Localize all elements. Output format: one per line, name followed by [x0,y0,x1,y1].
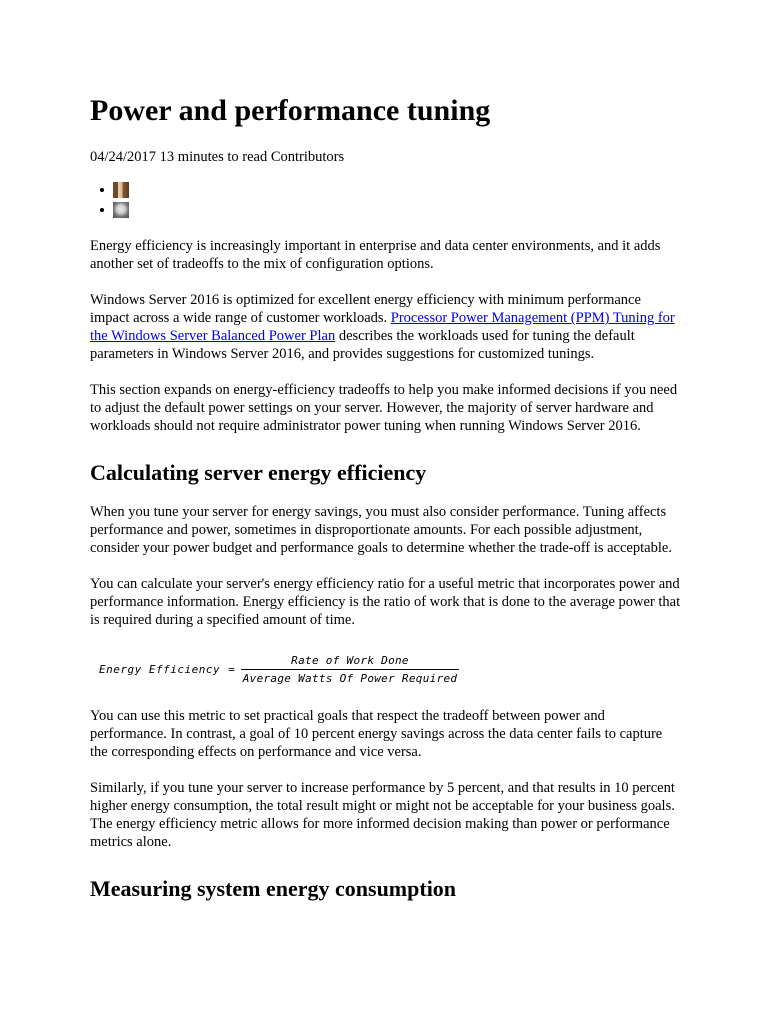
contributors-list [90,180,682,220]
formula-equals: = [228,663,235,676]
intro-paragraph: Energy efficiency is increasingly important in enterprise and data center environments, and it adds another set of tradeoffs to the mix of configuration options. [90,238,661,272]
tradeoffs-paragraph: This section expands on energy-efficiency tradeoffs to help you make informed decisions if you need to adjust the default power settings on your server. However, the majority of server hardware and workloads should not require administrator power tuning when running Windows Server 2016. [90,382,678,434]
energy-efficiency-formula [99,654,682,685]
goals-paragraph: You can use this metric to set practical goals that respect the tradeoff between power and performance. In contrast, a goal of 10 percent energy savings across the data center fails to capture the corresponding effects on performance and vice versa. [90,708,663,760]
ppm-tuning-link[interactable]: Processor Power Management (PPM) Tuning for the Windows Server Balanced Power Plan [90,310,675,344]
formula-lhs: Energy Efficiency [99,663,221,676]
contributor-item[interactable] [114,180,682,200]
formula-fraction [241,654,460,685]
formula-denominator: Average Watts Of Power Required [241,669,460,685]
optimization-text-after: describes the workloads used for tuning the default parameters in Windows Server 2016, and provides suggestions for customized tunings. [90,328,635,362]
ratio-paragraph: You can calculate your server's energy efficiency ratio for a useful metric that incorporates power and performance information. Energy efficiency is the ratio of work that is done to the average power that is required during a specified amount of time. [90,576,681,628]
contributor-item[interactable] [114,200,682,220]
optimization-paragraph [90,291,682,363]
optimization-text-before: Windows Server 2016 is optimized for excellent energy efficiency with minimum performance impact across a wide range of customer workloads. [90,292,641,326]
performance-paragraph: Similarly, if you tune your server to increase performance by 5 percent, and that results in 10 percent higher energy consumption, the total result might or might not be acceptable for your business goals. The energy efficiency metric allows for more informed decision making than power or performance metrics alone. [90,780,675,850]
page-title: Power and performance tuning [90,94,491,127]
article [90,93,682,919]
article-meta: 04/24/2017 13 minutes to read Contributors [90,149,345,165]
contributor-avatar-1[interactable] [113,182,129,198]
contributor-avatar-2[interactable] [113,202,129,218]
section-heading-measuring: Measuring system energy consumption [90,876,457,901]
formula-numerator: Rate of Work Done [291,654,409,667]
section-heading-calculating: Calculating server energy efficiency [90,460,427,485]
tuning-paragraph: When you tune your server for energy savings, you must also consider performance. Tuning affects performance and power, sometimes in disproportionate amounts. For each possible adjustment, consider your power budget and performance goals to determine whether the trade-off is acceptable. [90,504,672,556]
